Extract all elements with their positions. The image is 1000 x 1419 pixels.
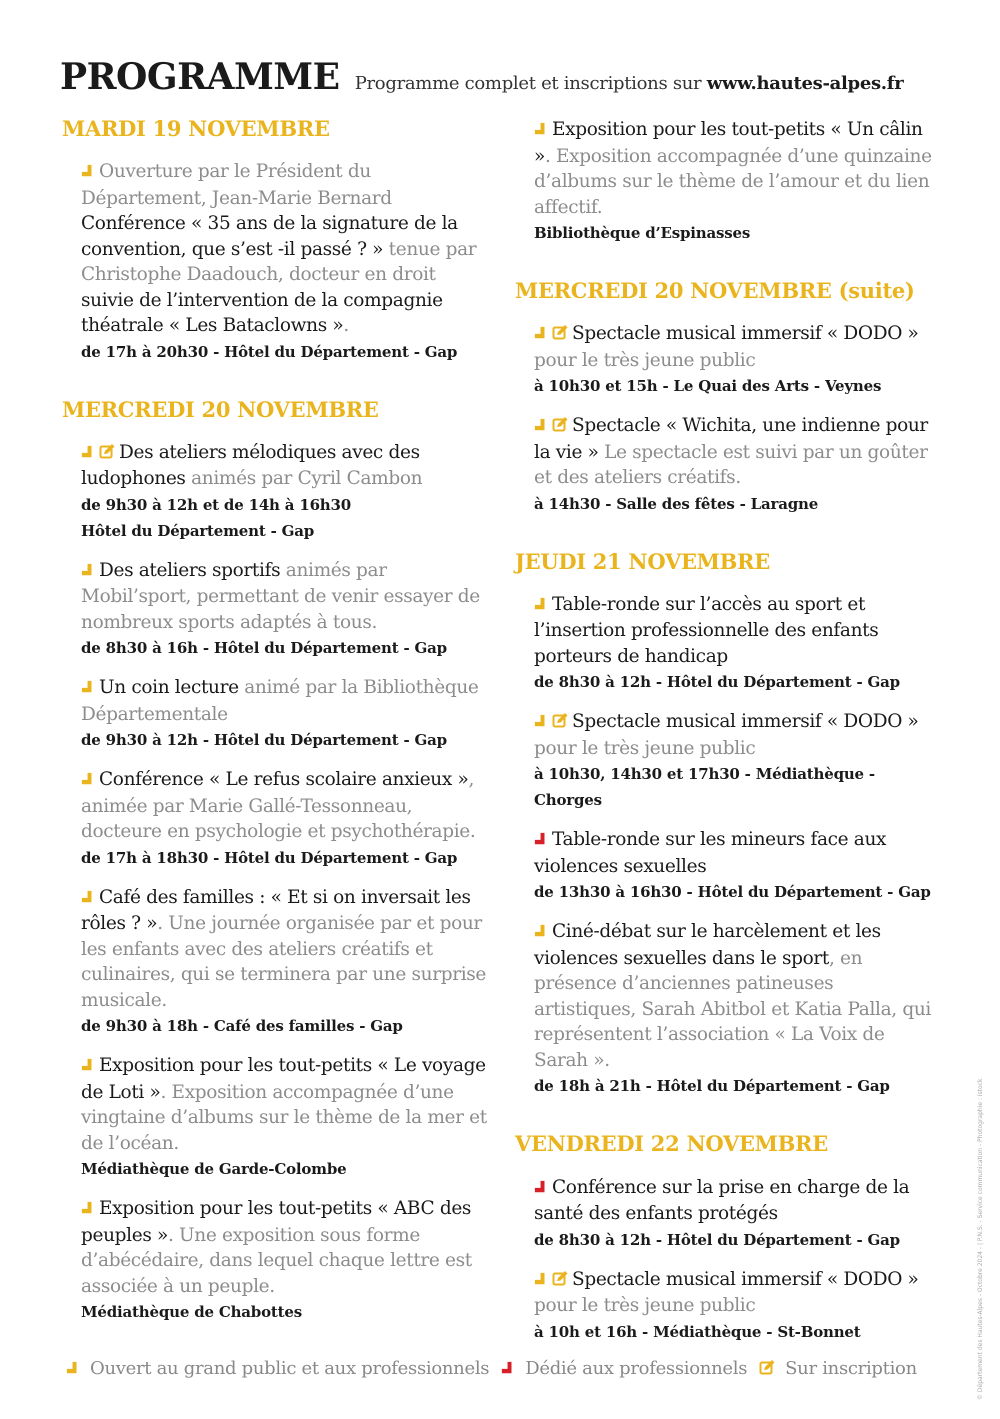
event-title: Café des familles : « Et si on inversait les rôles ? »: [81, 886, 471, 935]
event-item: [534, 919, 940, 1099]
event-item: [534, 117, 940, 246]
event-detail: pour le très jeune public: [534, 737, 756, 759]
event-item: [81, 1196, 492, 1325]
legend-label: Dédié aux professionnels: [525, 1358, 748, 1379]
event-description: [534, 1175, 940, 1227]
page-header: [60, 56, 940, 104]
event-item: [534, 1175, 940, 1253]
event-title: Des ateliers sportifs: [99, 559, 281, 581]
public-icon: [81, 886, 95, 912]
event-title: Table-ronde sur les mineurs face aux violences sexuelles: [534, 829, 887, 877]
event-title: Spectacle « Wichita, une indienne pour la vie »: [534, 415, 928, 463]
event-title: Un coin lecture: [99, 677, 239, 699]
event-time-location: de 8h30 à 12h - Hôtel du Département - Gap: [534, 673, 900, 692]
inscription-icon: [552, 1268, 568, 1294]
event-description: [81, 767, 492, 845]
event-item: [534, 1267, 940, 1345]
inscription-icon: [552, 710, 568, 736]
event-item: [81, 675, 492, 753]
legend: [66, 1358, 966, 1388]
event-description: [534, 321, 940, 373]
event-detail: animé par la Bibliothèque Départementale: [81, 677, 479, 725]
event-item: [81, 440, 492, 544]
public-icon: [534, 920, 548, 946]
event-detail: , animée par Marie Gallé-Tessonneau, docteure en psychologie et psychothérapie.: [81, 769, 476, 843]
event-time-location: Médiathèque de Chabottes: [81, 1303, 302, 1322]
event-detail: tenue par Christophe Daadouch, docteur en droit: [81, 238, 477, 286]
event-item: [81, 159, 492, 365]
page-title: PROGRAMME: [60, 56, 340, 98]
event-item: [534, 321, 940, 399]
event-title: Exposition pour les tout-petits « Un câlin »: [534, 119, 923, 167]
legend-item: [501, 1358, 747, 1380]
public-icon: [534, 118, 548, 144]
public-icon: [81, 768, 95, 794]
left-column: [62, 116, 492, 1339]
public-icon: [534, 414, 548, 440]
day-heading: JEUDI 21 NOVEMBRE: [515, 548, 770, 574]
event-description: [534, 1267, 940, 1319]
event-time-location: à 10h et 16h - Médiathèque - St-Bonnet: [534, 1322, 861, 1341]
event-item: [534, 413, 940, 517]
event-time-location: de 17h à 20h30 - Hôtel du Département - Gap: [81, 342, 458, 361]
legend-item: [66, 1358, 489, 1380]
event-item: [534, 827, 940, 905]
event-item: [534, 709, 940, 813]
day-heading: MERCREDI 20 NOVEMBRE (suite): [515, 278, 915, 303]
day-heading: MARDI 19 NOVEMBRE: [62, 116, 330, 141]
event-detail: , en présence d’anciennes patineuses artistiques, Sarah Abitbol et Katia Palla, qui représentent l’association « La Voix de Sarah ».: [534, 947, 931, 1071]
inscription-icon: [552, 414, 568, 440]
event-item: [534, 592, 940, 696]
credit-text: © Département des Hautes-Alpes - Octobre 2024 - | P.N.S. - Service communication - Photographie : istock: [977, 1078, 984, 1400]
pro-icon: [501, 1359, 515, 1380]
event-description: [534, 827, 940, 879]
event-detail: . Exposition accompagnée d’une vingtaine d’albums sur le thème de la mer et de l’océan.: [81, 1081, 487, 1154]
event-title: Ciné-débat sur le harcèlement et les violences sexuelles dans le sport: [534, 921, 881, 969]
event-description: [534, 919, 940, 1073]
event-time-location: de 13h30 à 16h30 - Hôtel du Département - Gap: [534, 883, 931, 902]
event-title: Des ateliers mélodiques avec des ludophones: [81, 441, 420, 490]
event-title: Spectacle musical immersif « DODO »: [572, 1268, 919, 1290]
event-time-location: de 8h30 à 16h - Hôtel du Département - Gap: [81, 639, 447, 658]
event-time-location: Hôtel du Département - Gap: [81, 521, 315, 540]
event-time-location: de 9h30 à 12h et de 14h à 16h30: [81, 495, 351, 514]
event-time-location: de 9h30 à 12h - Hôtel du Département - Gap: [81, 731, 447, 750]
day-heading: VENDREDI 22 NOVEMBRE: [515, 1131, 828, 1157]
event-detail: .: [343, 315, 349, 337]
event-detail: Le spectacle est suivi par un goûter et des ateliers créatifs.: [534, 441, 928, 489]
event-description: [534, 413, 940, 491]
event-item: [81, 1053, 492, 1182]
event-item: [81, 885, 492, 1040]
public-icon: [81, 1054, 95, 1080]
public-icon: [534, 1268, 548, 1294]
event-time-location: de 17h à 18h30 - Hôtel du Département - Gap: [81, 848, 458, 867]
public-icon: [66, 1359, 80, 1380]
event-detail: . Exposition accompagnée d’une quinzaine d’albums sur le thème de l’amour et du lien affectif.: [534, 145, 932, 218]
event-description: [81, 558, 492, 636]
event-detail: animés par Mobil’sport, permettant de venir essayer de nombreux sports adaptés à tous.: [81, 559, 480, 633]
event-title: Spectacle musical immersif « DODO »: [572, 711, 919, 733]
event-title: Exposition pour les tout-petits « Le voyage de Loti »: [81, 1055, 486, 1103]
inscription-icon: [759, 1359, 775, 1380]
public-icon: [81, 559, 95, 585]
event-item: [81, 558, 492, 662]
event-time-location: à 10h30, 14h30 et 17h30 - Médiathèque - Chorges: [534, 765, 875, 810]
event-time-location: Médiathèque de Garde-Colombe: [81, 1160, 347, 1179]
event-description: [81, 1196, 492, 1299]
event-description: [81, 440, 492, 492]
event-description: [534, 117, 940, 220]
public-icon: [534, 322, 548, 348]
inscription-icon: [99, 441, 115, 467]
pro-icon: [534, 1176, 548, 1202]
public-icon: [81, 1197, 95, 1223]
event-title: Conférence « 35 ans de la signature de la convention, que s’est -il passé ? »: [81, 213, 458, 260]
legend-label: Ouvert au grand public et aux professionnels: [90, 1358, 490, 1379]
event-description: [81, 1053, 492, 1156]
event-time-location: de 9h30 à 18h - Café des familles - Gap: [81, 1017, 403, 1036]
event-description: [534, 709, 940, 761]
event-title: suivie de l’intervention de la compagnie théatrale « Les Bataclowns »: [81, 289, 443, 337]
event-title: Table-ronde sur l’accès au sport et l’insertion professionnelle des enfants porteurs de handicap: [534, 593, 879, 667]
event-time-location: à 14h30 - Salle des fêtes - Laragne: [534, 494, 819, 513]
legend-item: [759, 1358, 917, 1380]
right-column: [515, 117, 940, 1359]
inscription-icon: [552, 322, 568, 348]
event-description: [81, 675, 492, 727]
public-icon: [534, 710, 548, 736]
event-detail: pour le très jeune public: [534, 349, 756, 371]
event-description: [81, 885, 492, 1014]
event-time-location: de 8h30 à 12h - Hôtel du Département - Gap: [534, 1230, 900, 1249]
event-time-location: de 18h à 21h - Hôtel du Département - Gap: [534, 1077, 890, 1096]
event-item: [81, 767, 492, 871]
public-icon: [81, 441, 95, 467]
event-title: Conférence « Le refus scolaire anxieux »: [99, 769, 469, 791]
event-detail: animés par Cyril Cambon: [185, 468, 423, 490]
event-title: Conférence sur la prise en charge de la santé des enfants protégés: [534, 1176, 910, 1225]
website-link[interactable]: www.hautes-alpes.fr: [706, 73, 904, 94]
pro-icon: [534, 828, 548, 854]
event-time-location: Bibliothèque d’Espinasses: [534, 224, 751, 242]
public-icon: [81, 676, 95, 702]
legend-label: Sur inscription: [785, 1358, 917, 1379]
event-detail: pour le très jeune public: [534, 1295, 756, 1317]
public-icon: [534, 593, 548, 619]
subtitle-text: Programme complet et inscriptions sur: [354, 73, 702, 94]
event-title: Spectacle musical immersif « DODO »: [572, 323, 919, 345]
event-detail: . Une exposition sous forme d’abécédaire, dans lequel chaque lettre est associée à un peuple.: [81, 1224, 472, 1297]
event-detail: Ouverture par le Président du Département, Jean-Marie Bernard: [81, 161, 392, 209]
day-heading: MERCREDI 20 NOVEMBRE: [62, 396, 379, 422]
page-subtitle: [355, 73, 904, 94]
event-description: [534, 592, 940, 670]
public-icon: [81, 160, 95, 186]
event-detail: . Une journée organisée par et pour les enfants avec des ateliers créatifs et culinaires, qui se terminera par une surprise musicale.: [81, 913, 486, 1011]
event-title: Exposition pour les tout-petits « ABC des peuples »: [81, 1198, 472, 1246]
event-description: [81, 159, 492, 339]
event-time-location: à 10h30 et 15h - Le Quai des Arts - Veynes: [534, 377, 882, 396]
